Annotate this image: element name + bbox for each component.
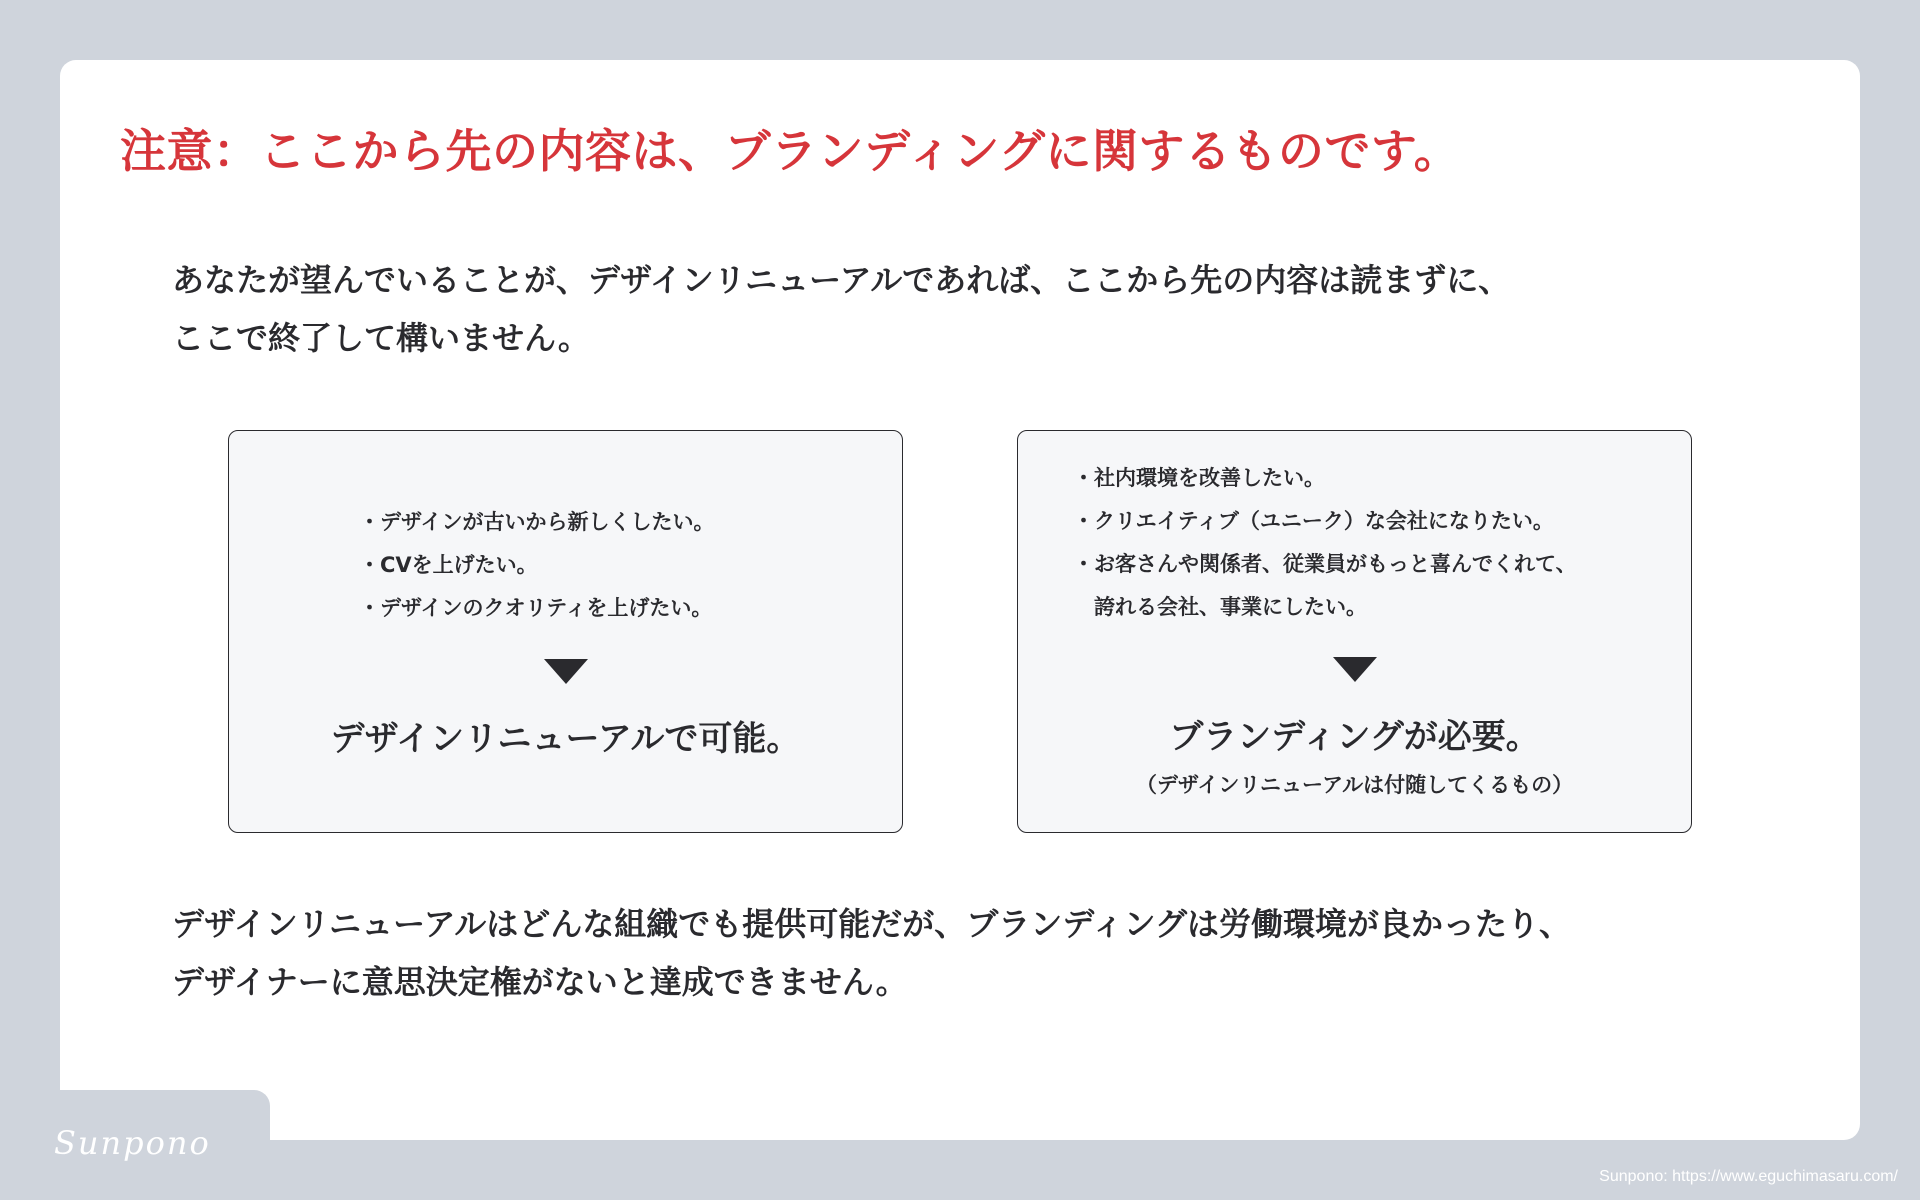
branding-box (1017, 430, 1692, 833)
bullet-item: ・ 社内環境を改善したい。 (1073, 457, 1577, 500)
design-renewal-bullet-list (359, 501, 715, 630)
down-triangle-icon (1333, 657, 1377, 682)
design-renewal-box (228, 430, 903, 833)
bullet-item: ・ デザインが古いから新しくしたい。 (359, 501, 715, 544)
bullet-item: ・ デザインのクオリティを上げたい。 (359, 587, 715, 630)
content-card (60, 60, 1860, 1140)
sunpono-logo (52, 1118, 232, 1168)
bullet-item: ・ お客さんや関係者、従業員がもっと喜んでくれて、 (1073, 543, 1577, 586)
branding-bullet-list (1073, 457, 1577, 629)
bullet-item: ・ CVを上げたい。 (359, 544, 715, 587)
branding-result: ブランディングが必要。 (1169, 717, 1540, 757)
bullet-item-continued: 誇れる会社、事業にしたい。 (1094, 595, 1367, 619)
down-triangle-icon (544, 659, 588, 684)
outro-line-1: デザインリニューアルはどんな組織でも提供可能だが、ブランディングは労働環境が良かったり、 (172, 905, 1572, 943)
intro-line-1: あなたが望んでいることが、デザインリニューアルであれば、ここから先の内容は読まずに、 (172, 261, 1511, 299)
warning-title: 注意：ここから先の内容は、ブランディングに関するものです。 (120, 124, 1461, 178)
source-credit: Sunpono: https://www.eguchimasaru.com/ (1599, 1168, 1898, 1185)
intro-paragraph (172, 251, 1510, 367)
branding-sub-note: （デザインリニューアルは付随してくるもの） (1135, 773, 1574, 797)
design-renewal-result: デザインリニューアルで可能。 (330, 719, 801, 759)
svg-text:Sunpono: Sunpono (54, 1124, 211, 1162)
intro-line-2: ここで終了して構いません。 (172, 319, 590, 357)
outro-paragraph (172, 895, 1571, 1011)
bullet-item: ・ クリエイティブ（ユニーク）な会社になりたい。 (1073, 500, 1577, 543)
outro-line-2: デザイナーに意思決定権がないと達成できません。 (172, 963, 908, 1001)
